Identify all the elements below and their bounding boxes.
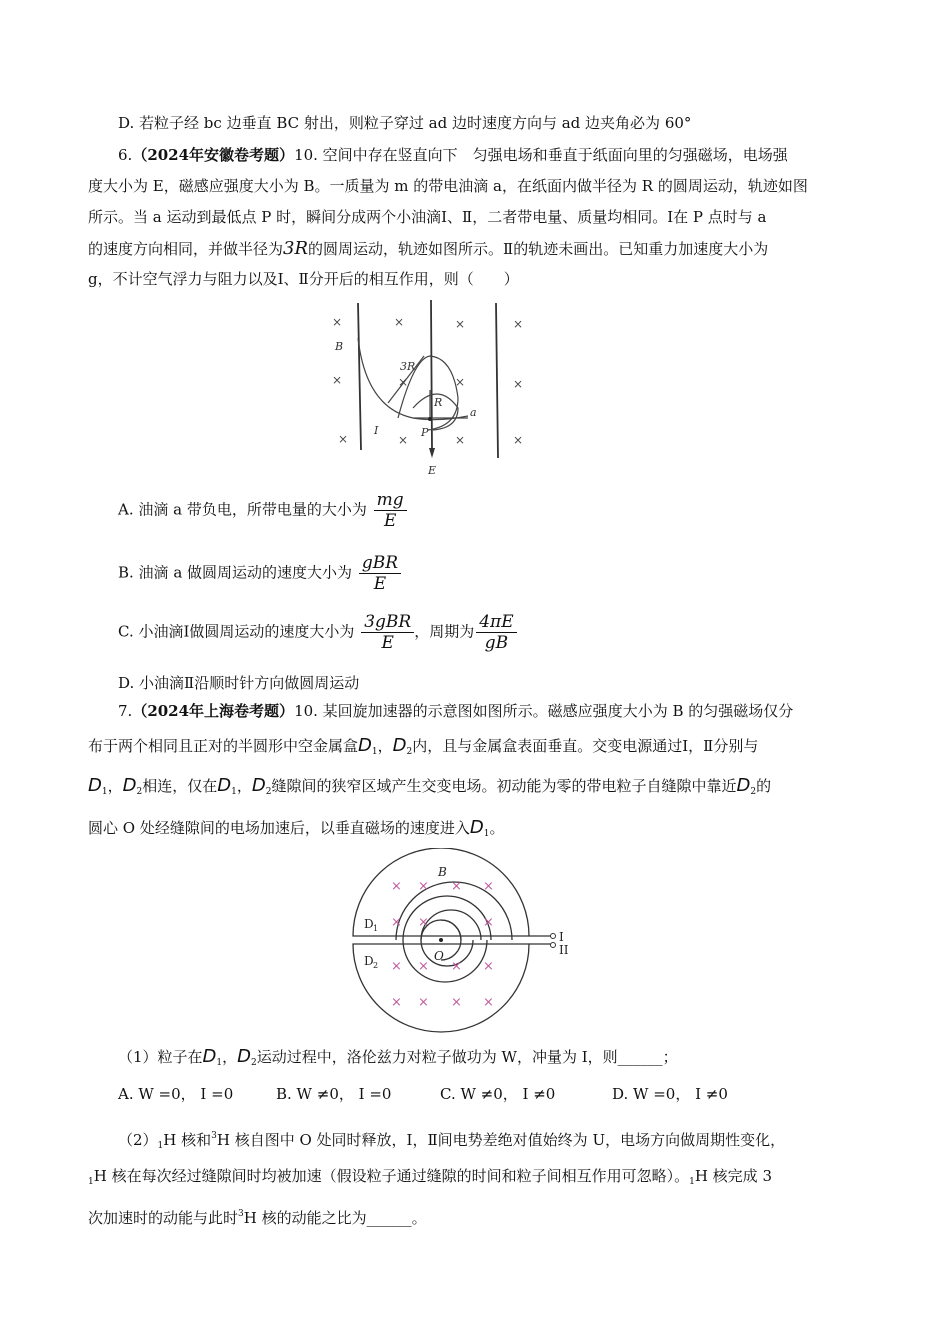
- label-d1: D: [364, 917, 374, 931]
- spiral-path: [403, 896, 491, 940]
- subscript: 2: [406, 747, 413, 757]
- isotope-index: 1: [157, 1141, 164, 1151]
- label-d1-sub: 1: [373, 924, 379, 933]
- q6-line5: g，不计空气浮力与阻力以及Ⅰ、Ⅱ分开后的相互作用，则（ ）: [88, 270, 519, 288]
- cross-mark: ×: [391, 959, 402, 974]
- cross-mark: ×: [418, 879, 429, 894]
- cross-mark: ×: [418, 915, 429, 930]
- q6-line4: [88, 233, 768, 265]
- denominator: E: [383, 511, 397, 531]
- field-line: [496, 303, 498, 458]
- cross-mark: ×: [398, 433, 409, 447]
- subscript: 2: [136, 787, 143, 797]
- cross-mark: ×: [332, 315, 343, 329]
- text: 的: [756, 777, 772, 795]
- q6-option-c-text: C. 小油滴Ⅰ做圆周运动的速度大小为: [118, 622, 355, 641]
- q6-line2: 度大小为 E，磁感应强度大小为 B。一质量为 m 的带电油滴 a，在纸面内做半径为 R 的圆周运动，轨迹如图: [88, 177, 808, 195]
- cross-mark: ×: [391, 915, 402, 930]
- label-3r: 3R: [400, 360, 416, 373]
- label-b: B: [438, 865, 447, 879]
- field-arrow-icon: [429, 448, 435, 458]
- text: 运动过程中，洛伦兹力对粒子做功为 W，冲量为 I，则______；: [256, 1048, 678, 1066]
- text: 相连，仅在: [142, 777, 218, 795]
- text: H 核和: [163, 1131, 212, 1149]
- q6-line3: 所示。当 a 运动到最低点 P 时，瞬间分成两个小油滴Ⅰ、Ⅱ，二者带电量、质量均相同。Ⅰ在 P 点时与 a: [88, 208, 767, 226]
- cross-mark: ×: [391, 995, 402, 1010]
- text: 圆心 O 处经缝隙间的电场加速后，以垂直磁场的速度进入: [88, 819, 470, 837]
- q7-line4: [88, 812, 504, 850]
- numerator: 4πE: [476, 612, 516, 633]
- cross-mark: ×: [451, 995, 462, 1010]
- spiral-path: [441, 920, 461, 960]
- cross-mark: ×: [455, 317, 466, 331]
- subscript: 1: [231, 787, 237, 797]
- text: H 核完成 3: [694, 1167, 772, 1185]
- cross-mark: ×: [451, 959, 462, 974]
- q6-line1-text: 10. 空间中存在竖直向下 匀强电场和垂直于纸面向里的匀强磁场，电场强: [294, 146, 788, 164]
- label-i: I: [559, 930, 564, 944]
- q6-option-a: [118, 490, 407, 531]
- cross-mark: ×: [513, 377, 524, 391]
- subscript: 1: [371, 747, 378, 757]
- cross-mark: ×: [483, 959, 494, 974]
- q7-part2-line1: [118, 1121, 785, 1162]
- cross-mark: ×: [513, 317, 524, 331]
- text: H 核在每次经过缝隙间时均被加速（假设粒子通过缝隙的时间和粒子间相互作用可忽略）。: [93, 1167, 690, 1185]
- text: 。: [489, 819, 505, 837]
- subscript: 2: [265, 787, 272, 797]
- d1: D: [202, 1046, 217, 1067]
- isotope-index: 3: [238, 1209, 244, 1219]
- cross-mark: ×: [391, 879, 402, 894]
- q6-source: （2024年安徽卷考题）: [132, 146, 295, 164]
- text: ，: [236, 777, 252, 795]
- q6-option-c-mid: ，周期为: [414, 622, 475, 641]
- q6-option-b: [118, 553, 401, 594]
- fraction: [476, 612, 516, 653]
- fraction: [374, 490, 407, 531]
- isotope-index: 1: [88, 1177, 94, 1187]
- q6-option-c: [118, 612, 517, 653]
- cross-mark: ×: [483, 915, 494, 930]
- q7-p1-option-c: C. W ≠0， I ≠0: [440, 1085, 556, 1103]
- q7-source: （2024年上海卷考题）: [132, 702, 295, 720]
- field-line: [431, 300, 432, 450]
- q7-p1-option-d: D. W =0， I ≠0: [612, 1085, 728, 1103]
- d2: D: [392, 735, 407, 756]
- text: 次加速时的动能与此时: [88, 1209, 239, 1227]
- fraction: [361, 612, 414, 653]
- fraction: [359, 553, 401, 594]
- denominator: E: [373, 574, 387, 594]
- q6-figure: [318, 298, 548, 480]
- cross-mark: ×: [332, 373, 343, 387]
- subscript: 1: [483, 829, 490, 839]
- d1: D: [469, 817, 484, 838]
- subscript: 2: [750, 787, 757, 797]
- prev-option-d: D. 若粒子经 bc 边垂直 BC 射出，则粒子穿过 ad 边时速度方向与 ad 边夹角必为 60°: [118, 114, 692, 132]
- denominator: E: [381, 633, 394, 653]
- spiral-path: [403, 940, 487, 982]
- d2: D: [736, 775, 751, 796]
- q7-number: 7.: [118, 702, 133, 720]
- text: （1）粒子在: [118, 1048, 203, 1066]
- point-p: [428, 417, 432, 421]
- q7-part1: [118, 1041, 678, 1079]
- d1: D: [217, 775, 232, 796]
- label-i: Ⅰ: [374, 424, 379, 437]
- q7-part2-line2: [88, 1161, 772, 1198]
- terminal-i: [551, 934, 556, 939]
- cross-mark: ×: [455, 433, 466, 447]
- q7-p1-option-a: A. W =0， I =0: [118, 1085, 234, 1103]
- isotope-index: 1: [689, 1177, 695, 1187]
- q6-number: 6.: [118, 146, 133, 164]
- label-p: P: [421, 426, 429, 439]
- cross-mark: ×: [513, 433, 524, 447]
- center-o: [439, 938, 443, 942]
- q7-p1-option-b: B. W ≠0， I =0: [276, 1085, 392, 1103]
- q6-line4a: 的速度方向相同，并做半径为: [88, 240, 284, 258]
- cross-mark: ×: [398, 375, 409, 389]
- cross-mark: ×: [455, 375, 466, 389]
- label-o: O: [434, 949, 444, 963]
- q6-option-d: D. 小油滴Ⅱ沿顺时针方向做圆周运动: [118, 674, 360, 692]
- numerator: 3gBR: [361, 612, 414, 633]
- subscript: 1: [101, 787, 108, 797]
- label-d2-sub: 2: [373, 961, 379, 970]
- text: 布于两个相同且正对的半圆形中空金属盒: [88, 737, 359, 755]
- q7-line3: [88, 770, 771, 808]
- cross-mark: ×: [394, 315, 405, 329]
- q7-part2-line3: [88, 1199, 427, 1234]
- text: （2）: [118, 1131, 158, 1149]
- denominator: gB: [484, 633, 509, 653]
- label-d2: D: [364, 954, 374, 968]
- q7-line2: [88, 730, 758, 768]
- cross-mark: ×: [338, 432, 349, 446]
- text: 缝隙间的狭窄区域产生交变电场。初动能为零的带电粒子自缝隙中靠近: [271, 777, 737, 795]
- q6-3r: 3R: [283, 238, 309, 259]
- subscript: 1: [216, 1058, 223, 1068]
- terminal-ii: [551, 943, 556, 948]
- text: H 核的动能之比为______。: [243, 1209, 427, 1227]
- text: H 核自图中 O 处同时释放，Ⅰ，Ⅱ间电势差绝对值始终为 U，电场方向做周期性变化，: [216, 1131, 786, 1149]
- d1: D: [358, 735, 372, 756]
- text: ，: [107, 777, 123, 795]
- cross-mark: ×: [451, 879, 462, 894]
- isotope-index: 3: [211, 1131, 217, 1141]
- label-ii: II: [559, 943, 569, 957]
- label-b: B: [335, 340, 344, 353]
- text: ，: [377, 737, 393, 755]
- numerator: gBR: [359, 553, 401, 574]
- text: ，: [222, 1048, 238, 1066]
- q7-line1-text: 10. 某回旋加速器的示意图如图所示。磁感应强度大小为 B 的匀强磁场仅分: [294, 702, 794, 720]
- d2: D: [237, 1046, 252, 1067]
- d2: D: [122, 775, 137, 796]
- q7-line1: [118, 696, 793, 727]
- d1: D: [88, 775, 102, 796]
- label-r: R: [434, 396, 443, 409]
- label-e: E: [428, 464, 437, 477]
- q6-option-b-text: B. 油滴 a 做圆周运动的速度大小为: [118, 563, 353, 582]
- label-a: a: [470, 406, 477, 419]
- q7-cyclotron-figure: [348, 848, 578, 1034]
- q6-line4c: 的圆周运动，轨迹如图所示。Ⅱ的轨迹未画出。已知重力加速度大小为: [308, 240, 769, 258]
- text: 内，且与金属盒表面垂直。交变电源通过Ⅰ，Ⅱ分别与: [412, 737, 759, 755]
- d1-shell: [353, 848, 529, 936]
- cross-mark: ×: [483, 879, 494, 894]
- cross-mark: ×: [483, 995, 494, 1010]
- numerator: mg: [374, 490, 407, 511]
- cross-mark: ×: [418, 959, 429, 974]
- q6-line1: [118, 140, 788, 171]
- subscript: 2: [251, 1058, 257, 1068]
- field-line: [358, 303, 361, 450]
- cross-mark: ×: [418, 995, 429, 1010]
- q6-option-a-text: A. 油滴 a 带负电，所带电量的大小为: [118, 500, 367, 519]
- d2: D: [251, 775, 266, 796]
